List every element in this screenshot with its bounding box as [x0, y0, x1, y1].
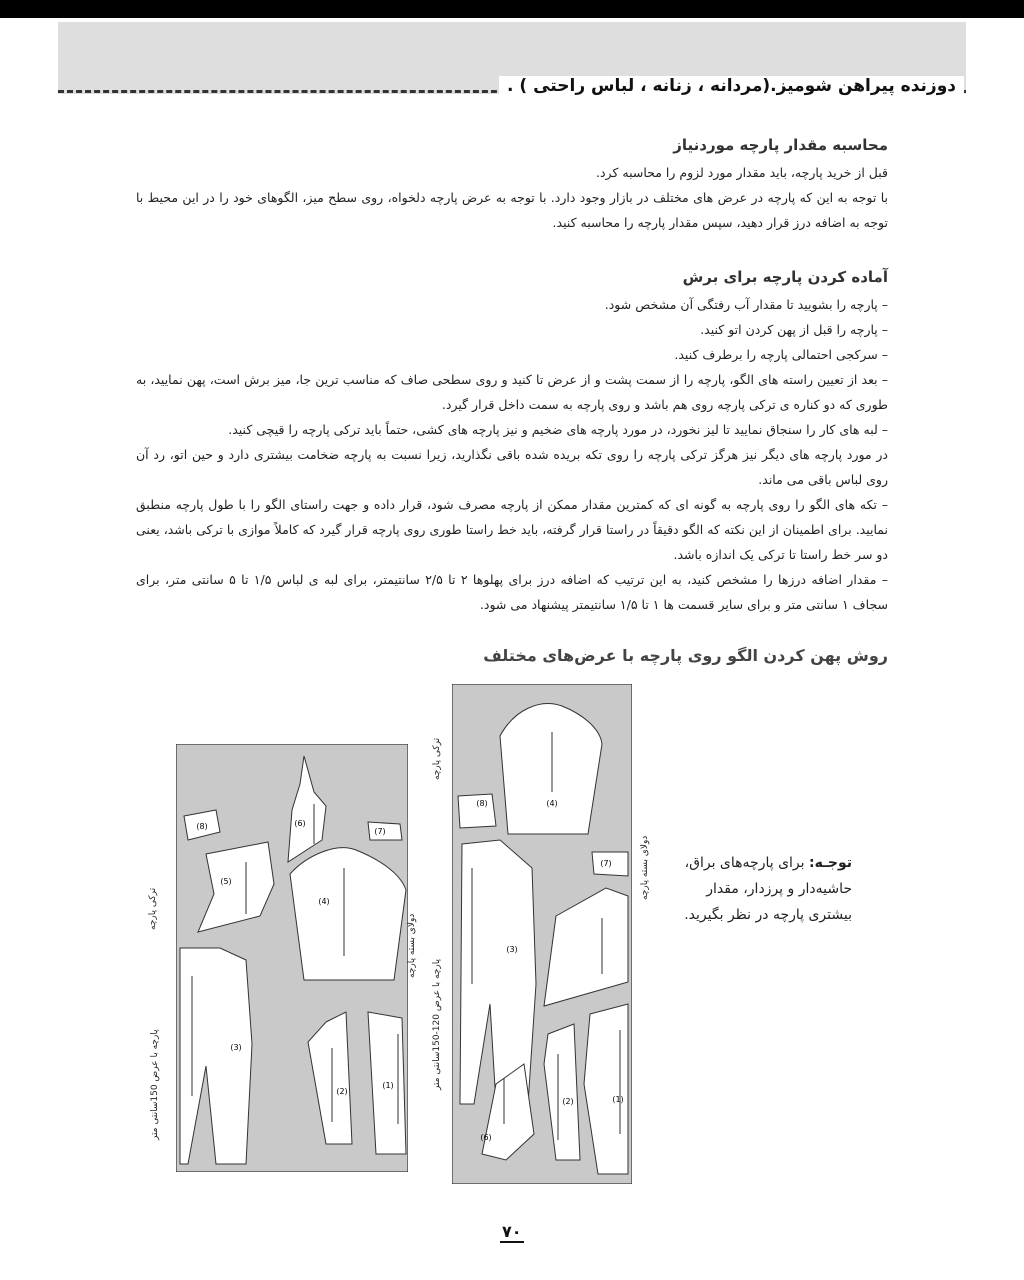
pattern-piece-4	[290, 848, 406, 980]
paragraph: – مقدار اضافه درزها را مشخص کنید، به این ترتیب که اضافه درز برای پهلوها ۲ تا ۲/۵ سانتیمتر، برای لبه ی لباس ۱/۵ تا ۵ سانتی متر، برای سجاف ۱ سانتی متر و برای سایر قسمت ها ۱ تا ۱/۵ سانتیمتر پیشنهاد می شود.	[136, 572, 889, 612]
note-text: برای پارچه‌های براق، حاشیه‌دار و پرزدار، مقدار بیشتری پارچه در نظر بگیرید.	[684, 855, 852, 923]
piece-label-1: (1)	[382, 1081, 394, 1090]
page-number: ۷۰	[502, 1222, 522, 1241]
paragraph: – سرکجی احتمالی پارچه را برطرف کنید.	[674, 347, 888, 362]
piece-label-8: (8)	[196, 822, 208, 831]
section-fabric-calculation	[136, 136, 888, 235]
pattern-piece-3	[460, 840, 536, 1104]
piece-label-2: (2)	[562, 1097, 574, 1106]
paragraph: – تکه های الگو را روی پارچه به گونه ای که کمترین مقدار ممکن از پارچه مصرف شود، قرار داده و جهت راستای الگو را با طول پارچه منطبق نمایید. برای اطمینان از این نکته که الگو دقیقاً در راستا قرار گرفته، باید خط راستا طوری روی پارچه قرار گیرد که کاملاً موازی با ترکی باشد، یعنی دو سر خط راستا تا ترکی یک اندازه باشد.	[136, 497, 888, 562]
figure-title: روش پهن کردن الگو روی پارچه با عرض‌های مختلف	[483, 646, 888, 665]
piece-label-2: (2)	[336, 1087, 348, 1096]
paragraph: در مورد پارچه های دیگر نیز هرگز ترکی پارچه را روی تکه بریده شده باقی نگذارید، زیرا نسبت به پارچه ضخامت بیشتری دارد و حین اتو، رد آن روی لباس باقی می ماند.	[136, 447, 888, 487]
paragraph: – لبه های کار را سنجاق نمایید تا لیز نخورد، در مورد پارچه های ضخیم و نیز پارچه های کشی، حتماً باید ترکی پارچه را قیچی کنید.	[228, 422, 888, 437]
piece-label-4: (4)	[318, 897, 330, 906]
right-pattern-layout-diagram	[452, 684, 632, 1184]
paragraph: – پارچه را بشویید تا مقدار آب رفتگی آن مشخص شود.	[604, 297, 888, 312]
piece-label-7: (7)	[600, 859, 612, 868]
piece-label-3: (3)	[230, 1043, 242, 1052]
piece-label-6: (6)	[480, 1133, 492, 1142]
piece-label-5: (5)	[220, 877, 232, 886]
top-black-bar	[0, 0, 1024, 18]
paragraph: قبل از خرید پارچه، باید مقدار مورد لزوم را محاسبه کرد.	[596, 165, 888, 180]
piece-label-1: (1)	[612, 1095, 624, 1104]
section-title: محاسبه مقدار پارچه موردنیاز	[673, 136, 888, 154]
right-selvage-label: ترکی پارچه	[432, 737, 442, 780]
section-fabric-preparation	[136, 268, 888, 617]
pattern-piece-3	[180, 948, 252, 1164]
left-pattern-layout-diagram	[176, 744, 408, 1172]
left-fold-label: دولای بسته پارچه	[407, 913, 417, 978]
piece-label-8: (8)	[476, 799, 488, 808]
paragraph: – بعد از تعیین راسته های الگو، پارچه را از سمت پشت و از عرض تا کنید و روی سطحی صاف که مناسب ترین جا، میز برش است، پهن نمایید، به طوری که دو کناره ی ترکی پارچه روی هم باشد و روی پارچه به سمت داخل قرار گیرد.	[136, 372, 888, 412]
section-title: آماده کردن پارچه برای برش	[682, 268, 888, 286]
pattern-piece-4	[500, 704, 602, 834]
piece-label-4: (4)	[546, 799, 558, 808]
left-width-label: پارچه با عرض 150سانتی متر	[150, 1029, 160, 1140]
note-label: توجـه:	[809, 855, 852, 871]
paragraph: – پارچه را قبل از پهن کردن اتو کنید.	[700, 322, 888, 337]
right-fold-label: دولای بسته پارچه	[640, 835, 650, 900]
piece-label-3: (3)	[506, 945, 518, 954]
figure-note	[662, 850, 852, 928]
right-width-label: پارچه با عرض 120-150سانتی متر	[432, 958, 442, 1090]
page-header-title: دوزنده پیراهن شومیز.(مردانه ، زنانه ، لباس راحتی ) .	[499, 76, 964, 96]
piece-label-7: (7)	[374, 827, 386, 836]
left-selvage-label: ترکی پارچه	[148, 887, 158, 930]
piece-label-6: (6)	[294, 819, 306, 828]
paragraph: با توجه به این که پارچه در عرض های مختلف در بازار وجود دارد. با توجه به عرض پارچه دلخواه، روی سطح میز، الگوهای خود را در این محیط با توجه به اضافه درز قرار دهید، سپس مقدار پارچه را محاسبه کنید.	[136, 190, 888, 230]
